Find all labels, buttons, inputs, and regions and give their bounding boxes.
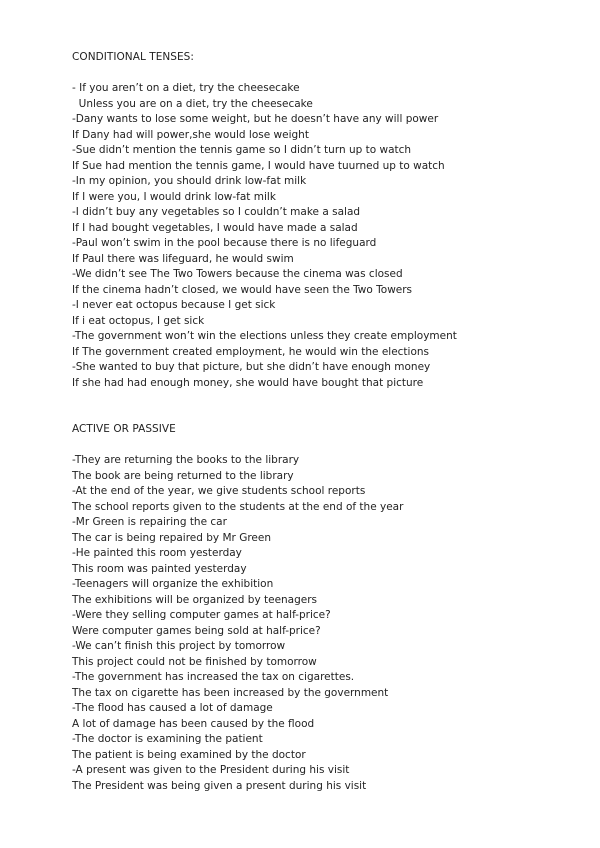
text-line: The school reports given to the students at the end of the year xyxy=(72,500,404,513)
text-line: Were computer games being sold at half-price? xyxy=(72,624,321,637)
text-line: The President was being given a present during his visit xyxy=(72,779,367,792)
text-line: -The doctor is examining the patient xyxy=(72,733,263,745)
text-line: - If you aren’t on a diet, try the cheesecake xyxy=(72,82,300,94)
text-line: -Mr Green is repairing the car xyxy=(72,516,227,528)
text-line: -They are returning the books to the library xyxy=(72,454,300,466)
section-active-or-passive xyxy=(72,422,592,794)
text-line: If the cinema hadn’t closed, we would have seen the Two Towers xyxy=(72,283,413,296)
text-line: -I didn’t buy any vegetables so I couldn’t make a salad xyxy=(72,206,361,218)
text-line: If I were you, I would drink low-fat milk xyxy=(72,190,276,203)
text-line: -The flood has caused a lot of damage xyxy=(72,702,273,714)
text-line: The book are being returned to the library xyxy=(72,469,294,482)
section-heading: CONDITIONAL TENSES: xyxy=(72,51,194,63)
text-line: -At the end of the year, we give students school reports xyxy=(72,485,366,497)
text-line: -The government won’t win the elections unless they create employment xyxy=(72,330,457,342)
text-line: This room was painted yesterday xyxy=(72,562,247,575)
text-line: -The government has increased the tax on cigarettes. xyxy=(72,671,355,683)
section-conditional-tenses xyxy=(72,50,592,391)
text-line: The car is being repaired by Mr Green xyxy=(72,531,271,544)
text-line: -I never eat octopus because I get sick xyxy=(72,299,276,311)
text-line: -We can’t finish this project by tomorrow xyxy=(72,640,286,652)
section-heading: ACTIVE OR PASSIVE xyxy=(72,423,176,435)
text-line: -Were they selling computer games at half-price? xyxy=(72,609,331,621)
text-line: -She wanted to buy that picture, but she didn’t have enough money xyxy=(72,361,431,373)
text-line: If she had had enough money, she would have bought that picture xyxy=(72,376,424,389)
text-line: A lot of damage has been caused by the flood xyxy=(72,717,315,730)
text-line: If I had bought vegetables, I would have made a salad xyxy=(72,221,358,234)
spacer xyxy=(72,391,592,422)
text-line: If Sue had mention the tennis game, I would have tuurned up to watch xyxy=(72,159,445,172)
text-line: -We didn’t see The Two Towers because the cinema was closed xyxy=(72,268,403,280)
text-line: If Dany had will power,she would lose weight xyxy=(72,128,309,141)
text-line: If Paul there was lifeguard, he would swim xyxy=(72,252,294,265)
text-line: -Sue didn’t mention the tennis game so I didn’t turn up to watch xyxy=(72,144,412,156)
text-line: -Paul won’t swim in the pool because there is no lifeguard xyxy=(72,237,377,249)
text-line: The tax on cigarette has been increased by the government xyxy=(72,686,389,699)
text-line: -A present was given to the President during his visit xyxy=(72,764,350,776)
text-line: This project could not be finished by tomorrow xyxy=(72,655,317,668)
spacer xyxy=(72,438,592,454)
document-page xyxy=(72,50,592,794)
text-line: The patient is being examined by the doctor xyxy=(72,748,306,761)
text-line: -Dany wants to lose some weight, but he doesn’t have any will power xyxy=(72,113,439,125)
text-line: Unless you are on a diet, try the cheesecake xyxy=(72,97,313,110)
text-line: If i eat octopus, I get sick xyxy=(72,314,205,327)
text-line: If The government created employment, he would win the elections xyxy=(72,345,430,358)
text-line: -Teenagers will organize the exhibition xyxy=(72,578,274,590)
text-line: -In my opinion, you should drink low-fat milk xyxy=(72,175,307,187)
text-line: -He painted this room yesterday xyxy=(72,547,242,559)
spacer xyxy=(72,66,592,82)
text-line: The exhibitions will be organized by teenagers xyxy=(72,593,318,606)
